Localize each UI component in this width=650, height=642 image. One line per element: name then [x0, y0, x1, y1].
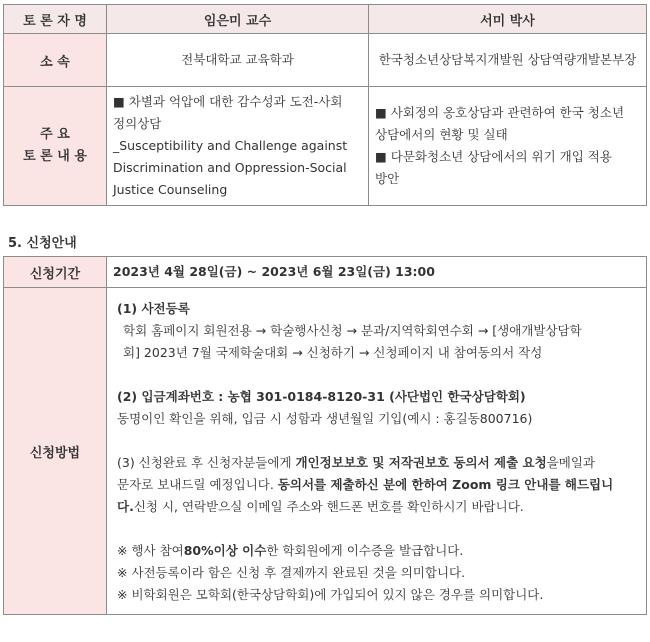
topics-label-line1: 주 요 — [40, 127, 70, 142]
step3-emphasis: 다. — [117, 499, 134, 514]
note-line: ※ 비학회원은 모학회(한국상담학회)에 가입되어 있지 않은 경우를 의미합니다. — [117, 587, 544, 602]
note-emphasis: 80%이상 이수 — [183, 543, 267, 558]
step2-title: (2) 입금계좌번호 : 농협 301-0184-8120-31 (사단법인 한국상담학회) — [117, 389, 526, 404]
topics-2-line: 상담에서의 현황 및 실태 — [375, 127, 508, 142]
note-line: ※ 사전등록이라 함은 신청 후 결제까지 완료된 것을 의미합니다. — [117, 565, 466, 580]
step1-title: (1) 사전등록 — [117, 301, 190, 316]
step3-emphasis: 개인정보보호 및 저작권보호 동의서 제출 요청 — [295, 455, 547, 470]
note-part: 한 학회원에게 이수증을 발급합니다. — [266, 543, 464, 558]
section-title: 5. 신청안내 — [8, 236, 77, 251]
topics-1-line: ■ 차별과 억압에 대한 감수성과 도전-사회 — [113, 94, 343, 109]
step3-line — [117, 474, 640, 496]
header-discussant-label: 토 론 자 명 — [4, 5, 107, 34]
topics-1-line: Justice Counseling — [113, 182, 228, 197]
step3-part: 신청 시, 연락받으실 이메일 주소와 핸드폰 번호를 확인하시기 바랍니다. — [133, 499, 524, 514]
topics-2-line: ■ 다문화청소년 상담에서의 위기 개입 적용 — [375, 149, 612, 164]
period-value: 2023년 4월 28일(금) ~ 2023년 6월 23일(금) 13:00 — [107, 257, 647, 288]
topics-2-line: ■ 사회정의 옹호상담과 관련하여 한국 청소년 — [375, 105, 625, 120]
step3-line — [117, 452, 640, 474]
affiliation-label: 소 속 — [4, 34, 107, 87]
topics-label-line2: 토 론 내 용 — [23, 149, 87, 164]
step3-part: (3) 신청완료 후 신청자분들에게 — [117, 455, 296, 470]
affiliation-2: 한국청소년상담복지개발원 상담역량개발본부장 — [369, 34, 647, 87]
topics-1-line: 정의상담 — [113, 116, 162, 131]
application-table — [3, 256, 647, 615]
period-label: 신청기간 — [4, 257, 107, 288]
step1-line: 회] 2023년 7월 국제학술대회 → 신청하기 → 신청페이지 내 참여동의서 작성 — [123, 345, 543, 360]
step3-part: 문자로 보내드릴 예정입니다. — [117, 477, 278, 492]
step3-part: 을메일과 — [546, 455, 596, 470]
topics-2-line: 방안 — [375, 171, 400, 186]
note-part: ※ 행사 참여 — [117, 543, 184, 558]
method-label: 신청방법 — [4, 288, 107, 615]
step3-emphasis: 동의서를 제출하신 분에 한하여 Zoom 링크 안내를 해드립니 — [277, 477, 614, 492]
topics-label — [4, 87, 107, 206]
topics-1-line: Discrimination and Oppression-Social — [113, 160, 347, 175]
topics-2 — [369, 87, 647, 206]
topics-1-line: _Susceptibility and Challenge against — [113, 138, 348, 153]
step2-line: 동명이인 확인을 위해, 입금 시 성함과 생년월일 기입(예시 : 홍길동800716) — [117, 411, 533, 426]
topics-1 — [107, 87, 369, 206]
note-line — [117, 540, 640, 562]
step3-line — [117, 496, 640, 518]
header-discussant-1: 임은미 교수 — [107, 5, 369, 34]
affiliation-1: 전북대학교 교육학과 — [107, 34, 369, 87]
header-discussant-2: 서미 박사 — [369, 5, 647, 34]
step1-line: 학회 홈페이지 회원전용 → 학술행사신청 → 분과/지역학회연수회 → [생애개발상담학 — [123, 323, 582, 338]
method-content — [107, 288, 647, 615]
discussant-table — [3, 4, 647, 206]
